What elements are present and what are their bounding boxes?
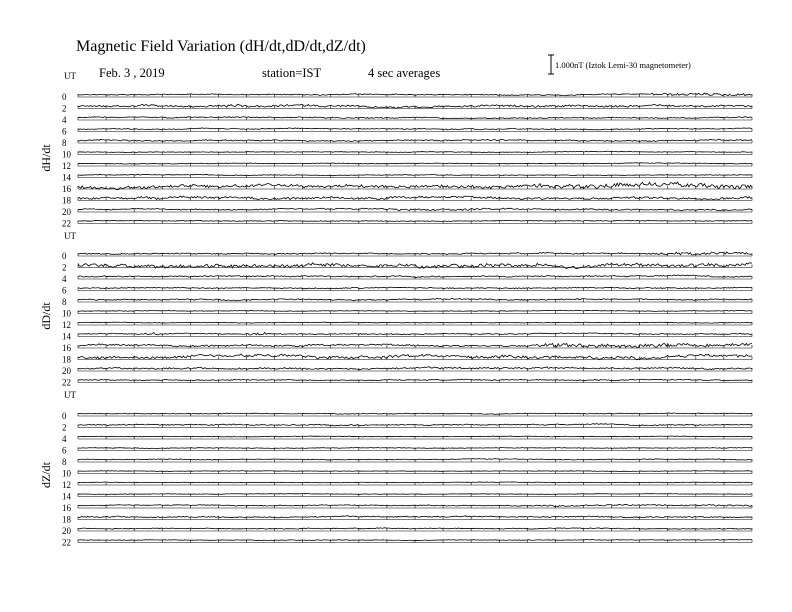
hour-tick-label: 16	[62, 343, 71, 353]
hour-tick-label: 4	[62, 434, 67, 444]
station-label: station=IST	[262, 66, 322, 80]
hour-tick-label: 4	[62, 115, 67, 125]
panel-ylabel: dH/dt	[39, 144, 53, 172]
hour-tick-label: 14	[62, 331, 71, 342]
hour-tick-label: 2	[62, 422, 67, 433]
hour-tick-label: 2	[62, 103, 67, 114]
hour-tick-label: 16	[62, 184, 71, 194]
panel-dddt	[39, 231, 752, 388]
hour-tick-label: 6	[62, 285, 67, 296]
panel-ylabel: dD/dt	[39, 302, 53, 330]
hour-tick-label: 2	[62, 262, 67, 273]
hour-tick-label: 22	[62, 377, 71, 388]
chart-title: Magnetic Field Variation (dH/dt,dD/dt,dZ/dt)	[76, 38, 366, 55]
hour-tick-label: 0	[62, 92, 67, 102]
hour-tick-label: 6	[62, 445, 67, 456]
trace-line	[78, 163, 752, 164]
hour-tick-label: 22	[62, 218, 71, 229]
panel-dhdt	[39, 71, 752, 229]
hour-tick-label: 6	[62, 126, 67, 137]
time-axis-label: UT	[64, 390, 76, 400]
hour-tick-label: 22	[62, 537, 71, 548]
trace-line	[78, 310, 752, 311]
hour-tick-label: 10	[62, 308, 71, 319]
hour-tick-label: 16	[62, 503, 71, 513]
hour-tick-label: 14	[62, 491, 71, 502]
panel-ylabel: dZ/dt	[39, 462, 53, 488]
time-axis-label: UT	[64, 71, 76, 81]
scale-bar	[548, 55, 554, 74]
hour-tick-label: 8	[62, 457, 67, 467]
trace-line	[78, 482, 752, 483]
hour-tick-label: 12	[62, 320, 71, 330]
hour-tick-label: 12	[62, 161, 71, 171]
hour-tick-label: 18	[62, 354, 71, 365]
hour-tick-label: 8	[62, 138, 67, 148]
trace-line	[78, 220, 752, 221]
hour-tick-label: 18	[62, 195, 71, 206]
trace-line	[78, 151, 752, 152]
hour-tick-label: 20	[62, 207, 71, 217]
hour-tick-label: 0	[62, 251, 67, 261]
hour-tick-label: 8	[62, 297, 67, 307]
hour-tick-label: 20	[62, 366, 71, 376]
hour-tick-label: 4	[62, 274, 67, 284]
scale-label: 1.000nT (Iztok Lemi-30 magnetometer)	[555, 60, 691, 70]
hour-tick-label: 12	[62, 480, 71, 490]
time-axis-label: UT	[64, 231, 76, 241]
hour-tick-label: 10	[62, 468, 71, 479]
trace-line	[78, 528, 752, 530]
date-label: Feb. 3 , 2019	[99, 66, 165, 80]
hour-tick-label: 20	[62, 526, 71, 536]
panel-dzdt	[39, 390, 752, 548]
hour-tick-label: 10	[62, 149, 71, 160]
hour-tick-label: 14	[62, 172, 71, 183]
hour-tick-label: 18	[62, 514, 71, 525]
averages-label: 4 sec averages	[368, 66, 441, 80]
hour-tick-label: 0	[62, 411, 67, 421]
